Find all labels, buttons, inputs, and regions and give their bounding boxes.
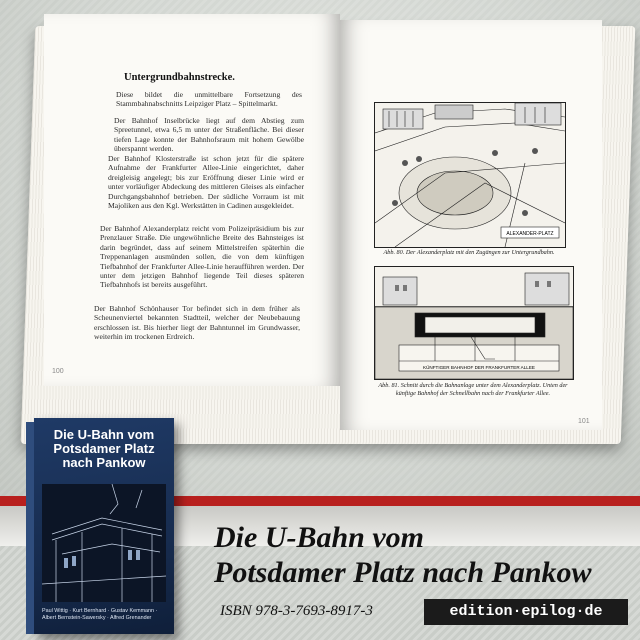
paragraph-2: Der Bahnhof Inselbrücke liegt auf dem Abstieg zum Spreetunnel, etwa 6,5 m unter der Straßenfläche. Bei dieser tiefen Lage konnte der Bahnhofsraum mit hohem Gewölbe überspannt werden.	[114, 116, 304, 154]
figure-alexanderplatz-aerial	[374, 102, 566, 248]
page-number-left: 100	[52, 368, 64, 375]
left-page	[44, 14, 340, 386]
caption-figure-80: Abb. 80. Der Alexanderplatz mit den Zugängen zur Untergrundbahn.	[383, 249, 555, 256]
right-page	[340, 20, 602, 430]
publisher-label: edition·epilog·de	[424, 599, 628, 625]
figure-bottom-label: KÜNFTIGER BAHNHOF DER FRANKFURTER ALLEE	[423, 365, 535, 370]
cover-authors: Paul Wittig · Kurt Bernhard · Gustav Kemmann · Albert Bernstein-Sawersky · Alfred Grenander	[42, 608, 158, 621]
cover-spine	[26, 422, 34, 634]
isbn-text: ISBN 978-3-7693-8917-3	[220, 603, 373, 619]
chapter-heading: Untergrundbahnstrecke.	[124, 72, 235, 83]
open-book	[28, 8, 628, 438]
cover-title: Die U-Bahn vom Potsdamer Platz nach Pankow	[53, 427, 155, 470]
cover-illustration	[42, 484, 166, 602]
paragraph-4: Der Bahnhof Alexanderplatz reicht vom Polizeipräsidium bis zur Prenzlauer Straße. Die ungewöhnliche Breite des Bahnsteiges ist darin begründet, dass auf seinem Mittelstreifen späterhin die Treppenanlagen ausmünden sollen, die von dem künftigen Tiefbahnhof der Frankfurter Allee-Linie heraufführen werden. Der unter dem jetzigen Bahnhof liegende Teil dieses späteren Tiefbahnhofs ist bereits ausgeführt.	[100, 224, 304, 290]
main-title-line-1: Die U-Bahn vom	[214, 521, 424, 554]
page-number-right: 101	[578, 418, 590, 425]
figure-section-drawing	[374, 266, 574, 380]
main-title-line-2: Potsdamer Platz nach Pankow	[214, 556, 592, 589]
book-cover	[34, 418, 174, 634]
section-drawing	[375, 267, 573, 379]
paragraph-1: Diese bildet die unmittelbare Fortsetzung des Stammbahnabschnitts Leipziger Platz – Spittelmarkt.	[116, 90, 302, 109]
main-title	[214, 520, 592, 590]
paragraph-5: Der Bahnhof Schönhauser Tor befindet sich in dem früher als Scheunenviertel bekannten Stadtteil, welcher der Neubebauung erschlossen ist. Bis hierher liegt der Bahntunnel im Grundwasser, weiterhin im trockenen Erdreich.	[94, 304, 300, 342]
figure-top-label: ALEXANDER-PLATZ	[506, 231, 554, 237]
caption-figure-81: Abb. 81. Schnitt durch die Bahnanlage unter dem Alexanderplatz. Unten der künftige Bahnhof der Schnellbahn nach der Frankfurter Allee.	[378, 382, 568, 397]
aerial-drawing	[375, 103, 565, 247]
paragraph-3: Der Bahnhof Klosterstraße ist schon jetzt für die spätere Aufnahme der Frankfurter Allee-Linie eingerichtet, daher dreigleisig angelegt; bis zur Eröffnung dieser Linie wird er unter vorläufiger Abdeckung des mittleren Gleises als einfacher Durchgangsbahnhof betrieben. Der südliche Vorraum ist mit Majoliken aus den Kgl. Werkstätten in Cadinen ausgekleidet.	[108, 154, 304, 211]
elevated-station-illustration	[42, 484, 166, 602]
